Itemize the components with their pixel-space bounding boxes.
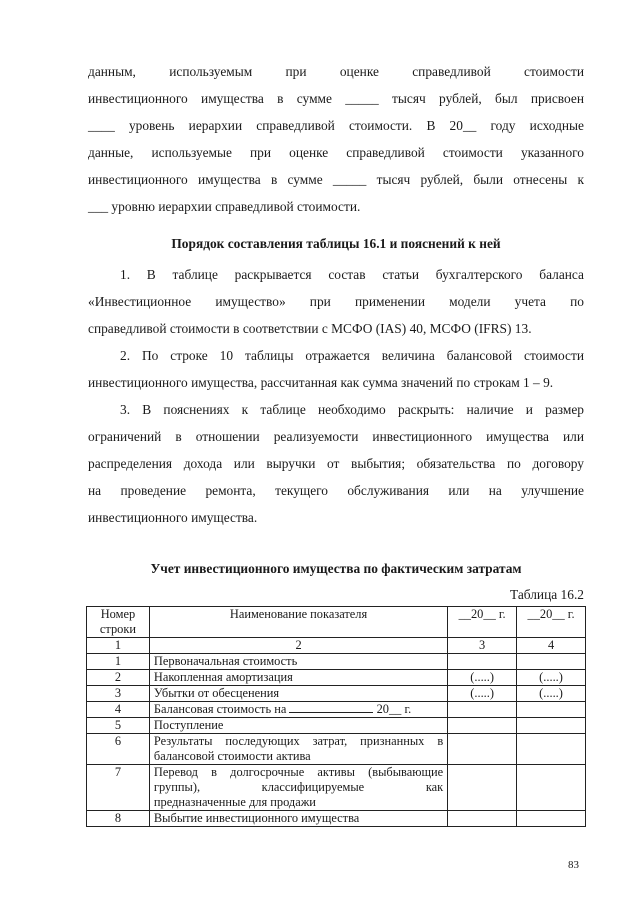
row-name: Накопленная амортизация: [149, 670, 447, 686]
table-title: Учет инвестиционного имущества по фактическим затратам: [150, 561, 522, 576]
row-name-prefix: Балансовая стоимость на: [153, 702, 287, 716]
text-line: ограничений в отношении реализуемости инвестиционного имущества или: [88, 429, 584, 444]
table-row: [87, 702, 586, 718]
row-name: [149, 734, 447, 765]
section-heading: Порядок составления таблицы 16.1 и пояснений к ней: [171, 236, 501, 251]
row-number: 1: [87, 654, 150, 670]
table-row: [87, 765, 586, 811]
text-line: 1. В таблице раскрывается состав статьи бухгалтерского баланса: [120, 267, 584, 282]
text-line: 2. По строке 10 таблицы отражается величина балансовой стоимости: [120, 348, 584, 363]
table-row: [87, 811, 586, 827]
row-value-1: [448, 718, 517, 734]
text-line: инвестиционного имущества в сумме _____ тысяч рублей, был присвоен: [88, 91, 584, 106]
table-row: [87, 718, 586, 734]
row-value-2: [517, 654, 586, 670]
row-number: 2: [87, 670, 150, 686]
investment-property-table: [86, 606, 586, 827]
text-line: ___ уровню иерархии справедливой стоимости.: [88, 199, 361, 214]
row-name: [149, 702, 447, 718]
row-name-line: Перевод в долгосрочные активы (выбывающие: [153, 765, 444, 779]
column-number: 3: [448, 638, 517, 654]
row-name-line: балансовой стоимости актива: [153, 749, 311, 763]
text-line: данные, используемые при оценке справедливой стоимости указанного: [88, 145, 584, 160]
row-value-2: [517, 718, 586, 734]
row-number: 6: [87, 734, 150, 765]
row-value-1: [448, 702, 517, 718]
header-year-2: __20__ г.: [517, 607, 586, 638]
column-number: 2: [149, 638, 447, 654]
row-name: Поступление: [149, 718, 447, 734]
row-value-2: (.....): [517, 670, 586, 686]
text-line: инвестиционного имущества.: [88, 510, 258, 525]
row-name-line: предназначенные для продажи: [153, 795, 316, 809]
table-numbering-row: [87, 638, 586, 654]
row-value-1: [448, 734, 517, 765]
row-value-2: [517, 765, 586, 811]
text-line: инвестиционного имущества, рассчитанная как сумма значений по строкам 1 – 9.: [88, 375, 554, 390]
row-number: 7: [87, 765, 150, 811]
row-number: 4: [87, 702, 150, 718]
row-name-line: группы), классифицируемые как: [153, 780, 444, 794]
table-header-row: [87, 607, 586, 638]
header-indicator-name: Наименование показателя: [149, 607, 447, 638]
row-value-1: (.....): [448, 670, 517, 686]
date-blank: [289, 712, 373, 713]
table-row: [87, 734, 586, 765]
row-value-2: [517, 702, 586, 718]
header-row-number: Номер строки: [87, 607, 150, 638]
instruction-2: [88, 342, 584, 396]
text-line: ____ уровень иерархии справедливой стоимости. В 20__ году исходные: [88, 118, 584, 133]
header-year-1: __20__ г.: [448, 607, 517, 638]
row-number: 8: [87, 811, 150, 827]
row-value-1: [448, 654, 517, 670]
top-paragraph: [88, 58, 584, 220]
text-line: «Инвестиционное имущество» при применении модели учета по: [88, 294, 584, 309]
instruction-1: [88, 261, 584, 342]
text-line: данным, используемым при оценке справедливой стоимости: [88, 64, 584, 79]
instruction-3: [88, 396, 584, 531]
column-number: 4: [517, 638, 586, 654]
text-line: 3. В пояснениях к таблице необходимо раскрыть: наличие и размер: [120, 402, 584, 417]
row-value-2: (.....): [517, 686, 586, 702]
row-name-suffix: 20__ г.: [376, 702, 412, 716]
text-line: инвестиционного имущества в сумме _____ тысяч рублей, были отнесены к: [88, 172, 584, 187]
row-name: Первоначальная стоимость: [149, 654, 447, 670]
table-row: [87, 670, 586, 686]
row-value-2: [517, 734, 586, 765]
row-value-1: [448, 811, 517, 827]
row-name-line: Результаты последующих затрат, признанных в: [153, 734, 444, 748]
table-row: [87, 654, 586, 670]
row-value-2: [517, 811, 586, 827]
text-line: распределения дохода или выручки от выбытия; обязательства по договору: [88, 456, 584, 471]
row-number: 5: [87, 718, 150, 734]
text-line: справедливой стоимости в соответствии с МСФО (IAS) 40, МСФО (IFRS) 13.: [88, 321, 532, 336]
column-number: 1: [87, 638, 150, 654]
page-number: 83: [568, 859, 579, 871]
text-line: на проведение ремонта, текущего обслуживания или на улучшение: [88, 483, 584, 498]
row-value-1: (.....): [448, 686, 517, 702]
table-caption: Таблица 16.2: [509, 587, 584, 602]
row-name: Выбытие инвестиционного имущества: [149, 811, 447, 827]
row-name: Убытки от обесценения: [149, 686, 447, 702]
row-number: 3: [87, 686, 150, 702]
row-value-1: [448, 765, 517, 811]
row-name: [149, 765, 447, 811]
table-row: [87, 686, 586, 702]
